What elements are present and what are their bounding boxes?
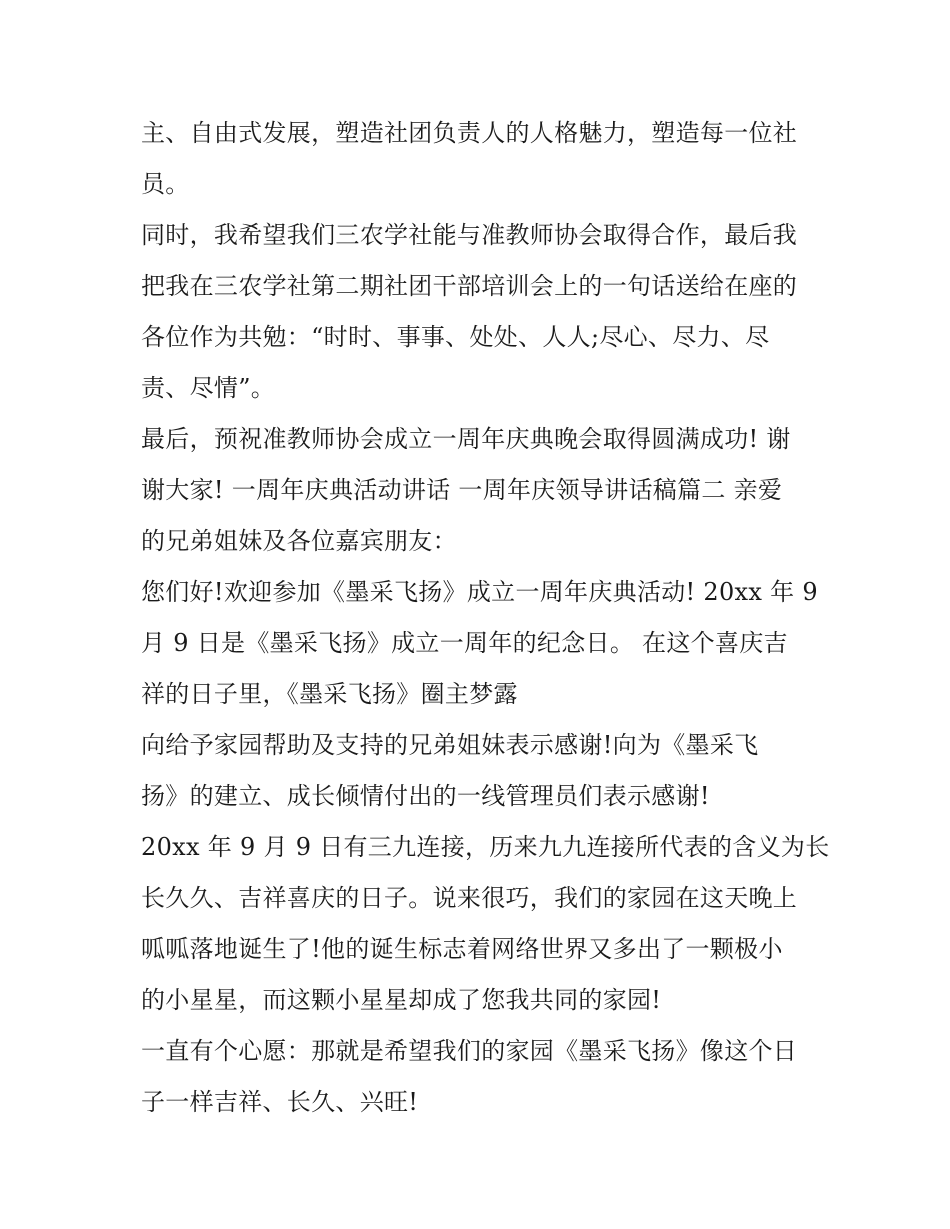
text-line: 责、尽情”。 (141, 374, 276, 402)
text-line: 员。 (141, 170, 190, 198)
text-line: 长久久、吉祥喜庆的日子。说来很巧，我们的家园在这天晚上 (141, 884, 798, 912)
text-line: 祥的日子里，《墨采飞扬》圈主梦露 (141, 680, 518, 708)
text-line: 您们好!欢迎参加《墨采飞扬》成立一周年庆典活动! 20xx 年 9 (141, 578, 818, 606)
text-line: 月 9 日是《墨采飞扬》成立一周年的纪念日。 在这个喜庆吉 (141, 629, 788, 657)
text-line: 的小星星，而这颗小星星却成了您我共同的家园! (141, 986, 662, 1014)
text-line: 子一样吉祥、长久、兴旺! (141, 1088, 419, 1116)
text-line: 20xx 年 9 月 9 日有三九连接，历来九九连接所代表的含义为长 (141, 833, 830, 861)
text-line: 最后，预祝准教师协会成立一周年庆典晚会取得圆满成功! 谢 (141, 425, 791, 453)
document-body (141, 108, 830, 1128)
text-line: 呱呱落地诞生了!他的诞生标志着网络世界又多出了一颗极小 (141, 935, 783, 963)
text-line: 一直有个心愿：那就是希望我们的家园《墨采飞扬》像这个日 (141, 1037, 798, 1065)
text-line: 主、自由式发展，塑造社团负责人的人格魅力，塑造每一位社 (141, 119, 798, 147)
text-line: 同时，我希望我们三农学社能与准教师协会取得合作，最后我 (141, 221, 798, 249)
text-line: 各位作为共勉：“时时、事事、处处、人人;尽心、尽力、尽 (141, 323, 770, 351)
text-line: 的兄弟姐妹及各位嘉宾朋友： (141, 527, 457, 555)
text-line: 向给予家园帮助及支持的兄弟姐妹表示感谢!向为《墨采飞 (141, 731, 759, 759)
text-line: 把我在三农学社第二期社团干部培训会上的一句话送给在座的 (141, 272, 798, 300)
text-line: 谢大家! 一周年庆典活动讲话 一周年庆领导讲话稿篇二 亲爱 (141, 476, 783, 504)
text-line: 扬》的建立、成长倾情付出的一线管理员们表示感谢! (141, 782, 710, 810)
